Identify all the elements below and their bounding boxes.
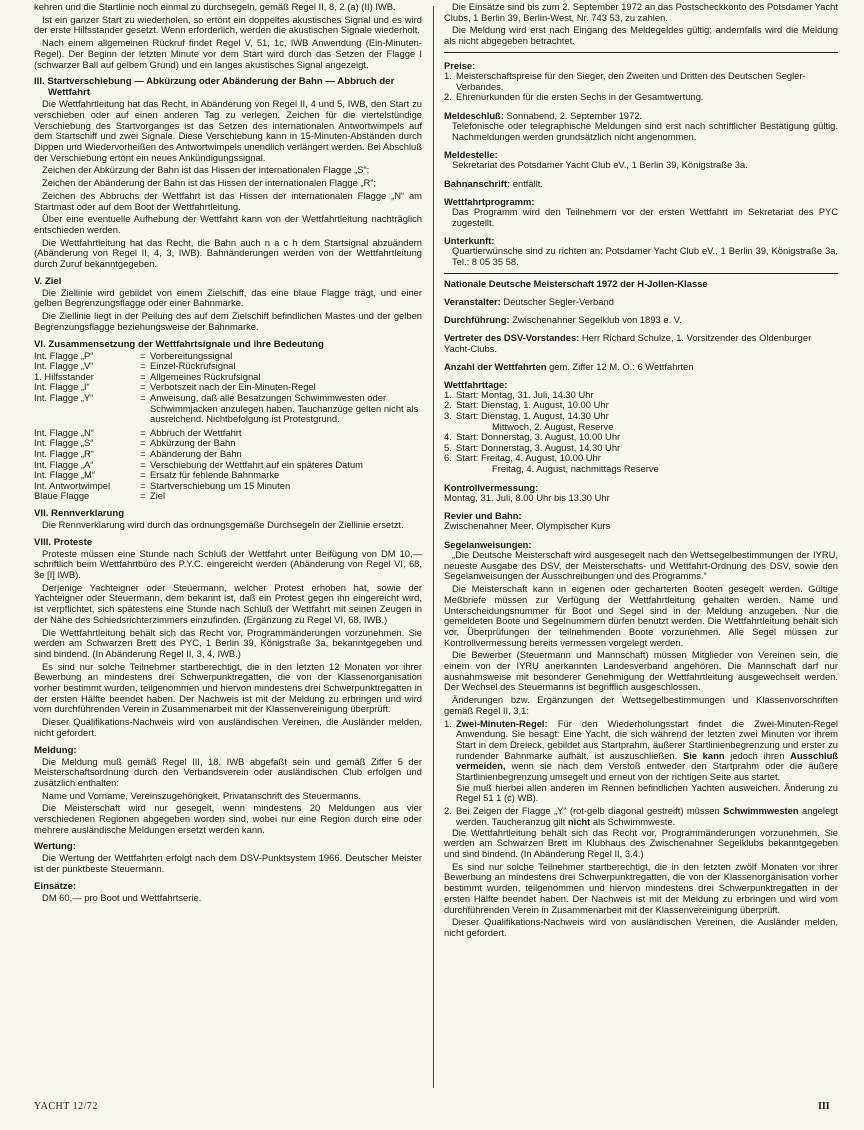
meldeschluss-label: Meldeschluß: (444, 109, 504, 121)
list-item: Start: Montag, 31. Juli, 14.30 Uhr (456, 388, 594, 400)
paragraph: Über eine eventuelle Aufhebung der Wettfahrt kann von der Wettfahrtleitung nachträglich entschieden werden. (34, 213, 422, 235)
list-number: 6. (444, 452, 452, 464)
list-number: 1. (444, 69, 452, 81)
list-number: 4. (444, 431, 452, 443)
column-divider (433, 6, 434, 1088)
paragraph: Die Wettfahrtleitung hat das Recht, in Abänderung von Regel II, 4 und 5, IWB, den Start zu verschieben oder auf einen anderen Tag zu verlegen. Zeichen für die viertelstündige Verschiebung des Startvorganges ist das Setzen des internationalen Antwortwimpels auf dem Startschiff und zwei Signale. Diese Verschiebung kann in 15-Minuten-Abständen durch Dippen und Wiedervorheißen des Antwortwimpels unendlich verlängert werden. Bei Abschluß der Verschiebung ertönt ein neues Ankündigungssignal. (34, 98, 422, 163)
list-number: 2. (444, 91, 452, 103)
heading-meldestelle: Meldestelle: (444, 149, 498, 161)
paragraph: Zeichen des Abbruchs der Wettfahrt ist das Hissen der internationalen Flagge „N“ am Startmast oder auf dem Boot der Wettfahrtleitung. (34, 189, 422, 212)
signal-meaning: Vorbereitungssignal (150, 349, 233, 361)
rule-text: wenn sie nach dem Verstoß entweder den Startprahm oder die äußere Startlinienbegrenzung umsegelt und erneut von der richtigen Seite aus startet. (456, 760, 838, 783)
signal-meaning: Ziel (150, 490, 166, 502)
anzahl-value: gem. Ziffer 12 M. O.: 6 Wettfahrten (549, 360, 694, 372)
rule-text: Für den Wiederholungsstart findet die Zwei-Minuten-Regel Anwendung. Sie besagt: Eine Yacht, die sich während der letzten zwei Minuten vor ihrem Start in dem Dreieck, gebildet aus Startprahm, äußerer Startlinienbegrenzung und erster zu rundender Bahnmarke aufhält, ist auszuschließen. (456, 717, 838, 761)
meldeschluss-value: Sonnabend, 2. September 1972. (506, 109, 643, 121)
section-heading-v: V. Ziel (34, 275, 62, 287)
paragraph: Die Meisterschaft kann in eigenen oder gecharterten Booten gesegelt werden. Gültige Meßbriefe müssen zur Verfügung der Wettfahrtleitung gehalten werden. Name und Unterscheidungsnummer für Boot und Segel sind in der Meldung anzugeben. Nur die gemeldeten Boote und Segelnummern dürfen benutzt werden. Die Wettfahrtleitung behält sich vor, Überprüfungen der teilnehmenden Boote vorzunehmen. Alle Segel müssen zur Kontrollvermessung bereits vermessen vorgelegt werden. (444, 583, 838, 648)
list-item: Freitag, 4. August, nachmittags Reserve (492, 463, 659, 474)
signal-equals: = (140, 360, 146, 372)
section-heading-viii: VIII. Proteste (34, 536, 93, 548)
rule-label: Zwei-Minuten-Regel: (456, 717, 548, 729)
signal-name: Int. Antwortwimpel (34, 479, 111, 491)
paragraph: Die Meldung wird erst nach Eingang des Meldegeldes gültig; andernfalls wird die Meldung als nicht abgegeben betrachtet. (444, 24, 838, 47)
section-heading-vi: VI. Zusammensetzung der Wettfahrtsignale und ihre Bedeutung (34, 338, 324, 350)
list-item: Start: Dienstag, 1. August, 10.00 Uhr (456, 399, 609, 411)
paragraph: Es sind nur solche Teilnehmer startberechtigt, die in den letzten zwölf Monaten vor ihrer Bewerbung an mindestens drei Schwerpunktregatten, die von der Klassenorganisation vorher bestimmt wurden, teilgenommen und hiervon mindestens drei Schwerpunktregatten in der ersten Hälfte beendet haben. Der Nachweis ist mit der Meldung zu erbringen und wird vom durchführenden Verein in Zusammenarbeit mit der Klassenvereinigung überprüft. (444, 860, 838, 915)
rule-change-2 (444, 806, 838, 827)
paragraph: Die Bewerber (Steuermann und Mannschaft) müssen Mitglieder von Vereinen sein, die einem von der IYRU anerkannten Landesverband angehören. Die Mannschaft darf nur ausnahmsweise mit besonderer Genehmigung der Wettfahrtleitung ausgewechselt werden. Der Wechsel des Steuermanns ist begrifflich ausgeschlossen. (444, 649, 838, 693)
signal-equals: = (140, 458, 146, 470)
paragraph: Zeichen der Abkürzung der Bahn ist das Hissen der internationalen Flagge „S“; (42, 164, 370, 176)
heading-meldung: Meldung: (34, 744, 77, 756)
signal-name: 1. Hilfsstander (34, 370, 94, 382)
list-number: 1. (444, 388, 452, 400)
signal-name: Int. Flagge „R“ (34, 447, 94, 459)
heading-preise: Preise: (444, 59, 476, 71)
right-column (444, 2, 838, 941)
signal-equals: = (140, 437, 146, 449)
signal-meaning: Einzel-Rückrufsignal (150, 360, 236, 372)
veranstalter-line (444, 296, 838, 307)
heading-wertung: Wertung: (34, 841, 76, 853)
heading-segelanweisungen: Segelanweisungen: (444, 539, 532, 550)
horizontal-rule (444, 52, 838, 53)
rule-text: jedoch ihren (730, 749, 785, 761)
heading-revier: Revier und Bahn: (444, 510, 522, 522)
paragraph: Name und Vorname, Vereinszugehörigkeit, Privatanschrift des Steuermanns. (42, 789, 361, 801)
paragraph: Quartierwünsche sind zu richten an: Potsdamer Yacht Club eV., 1 Berlin 39, Königstraße 3a, Tel.: 8 05 35 58. (452, 245, 838, 268)
list-number: 1. (444, 717, 452, 729)
paragraph: Derjenige Yachteigner oder Steuermann, welcher Protest erhoben hat, sowie der Yachteigner oder Steuermann, dem bekannt ist, daß ein Protest gegen ihn eingereicht wird, ist verpflichtet, sich spätestens eine Stunde nach Schluß der Wettfahrt mit seinen Zeugen in der Nähe des Schiedsrichterzimmers einzufinden. (Ergänzung zu Regel VI, 68, IWB.) (34, 581, 422, 625)
signal-meaning: Anweisung, daß alle Besatzungen Schwimmwesten oder Schwimmjacken anzulegen haben. Tauchanzüge gelten nicht als ausreichend. Nichtbefolgung ist Protestgrund. (150, 391, 419, 425)
signal-meaning: Abkürzung der Bahn (150, 437, 236, 449)
bahnanschrift-value: entfällt. (512, 178, 543, 190)
list-number: 2. (444, 805, 452, 817)
paragraph: Die Ziellinie liegt in der Peilung des auf dem Zielschiff befindlichen Mastes und der gelben Begrenzungsflagge beziehungsweise der Bahnmarke. (34, 310, 422, 332)
prize-list (444, 71, 838, 103)
paragraph: Zwischenahner Meer, Olympischer Kurs (444, 520, 611, 532)
signal-meaning: Ersatz für fehlende Bahnmarke (150, 469, 280, 481)
durchfuehrung-label: Durchführung: (444, 313, 510, 325)
paragraph: Das Programm wird den Teilnehmern vor der ersten Wettfahrt im Sekretariat des PYC zugestellt. (452, 206, 838, 228)
paragraph: Die Wettfahrtleitung behält sich das Recht vor, Programmänderungen vorzunehmen. Sie werden am Schwarzen Brett im Klubhaus des Zwischenahner Segelklubs bekanntgegeben und sind bindend. (In Abänderung Regel II, 3.4.) (444, 826, 838, 859)
list-number (444, 464, 456, 475)
signal-name: Int. Flagge „I“ (34, 381, 90, 393)
paragraph: Die Rennverklarung wird durch das ordnungsgemäße Durchsegeln der Ziellinie ersetzt. (42, 518, 404, 530)
signal-meaning: Startverschiebung um 15 Minuten (150, 479, 291, 491)
heading-nationale-meisterschaft: Nationale Deutsche Meisterschaft 1972 der H-Jollen-Klasse (444, 277, 708, 289)
vertreter-label: Vertreter des DSV-Vorstandes: (444, 331, 580, 343)
list-item: Start: Donnerstag, 3. August, 14.30 Uhr (456, 441, 621, 453)
paragraph: Die Meldung muß gemäß Regel III, 18, IWB abgefaßt sein und gemäß Ziffer 5 der Meisterschaftsordnung durch den Verbandsverein oder ausländischen Club erfolgen und zusätzlich enthalten: (34, 755, 422, 788)
signal-equals: = (140, 479, 146, 491)
paragraph: Dieser Qualifikations-Nachweis wird von ausländischen Vereinen, die Ausländer melden, nicht gefordert. (444, 916, 838, 938)
paragraph: Montag, 31. Juli, 8.00 Uhr bis 13.30 Uhr (444, 491, 610, 503)
signal-name: Int. Flagge „Y“ (34, 391, 94, 403)
signal-equals: = (140, 349, 146, 361)
signal-equals: = (140, 381, 146, 393)
paragraph: Proteste müssen eine Stunde nach Schluß der Wettfahrt unter Beifügung von DM 10,— schriftlich beim Wettfahrtbüro des P.Y.C. eingereicht werden (Abänderung von Regel VI, 68, 3e [I] IWB). (34, 547, 422, 580)
signal-equals: = (140, 490, 146, 502)
list-item: Meisterschaftspreise für den Sieger, den Zweiten und Dritten des Deutschen Segler-Verbandes. (456, 69, 806, 92)
signal-meaning: Abbruch der Wettfahrt (150, 426, 242, 438)
heading-wettfahrtprogramm: Wettfahrtprogramm: (444, 196, 535, 208)
paragraph: Die Ziellinie wird gebildet von einem Zielschiff, das eine blaue Flagge trägt, und einer gelben Begrenzungsflagge oder einer Bahnmarke. (34, 286, 422, 309)
paragraph: Es sind nur solche Teilnehmer startberechtigt, die in den letzten 12 Monaten vor ihrer Bewerbung an mindestens drei Schwerpunktregatten, die von der Klassenorganisation vorher bestimmt wurden, teilgenommen und hiervon mindestens drei Schwerpunktregatten in der ersten Hälfte beendet haben. Der Nachweis ist mit der Meldung zu erbringen und wird vom durchführenden Verein in Zusammenarbeit mit der Klassenvereinigung überprüft. (34, 660, 422, 715)
signal-equals: = (140, 426, 146, 438)
paragraph: Telefonische oder telegraphische Meldungen sind erst nach schriftlicher Bestätigung gültig. Nachmeldungen werden grundsätzlich nicht angenommen. (452, 119, 838, 142)
rule-text: Sie muß hierbei allen anderen im Rennen befindlichen Yachten ausweichen. Änderung zu Regel 51 1 (c) WB). (456, 781, 838, 804)
signal-meaning: Verbotszeit nach der Ein-Minuten-Regel (150, 381, 316, 393)
signal-equals: = (140, 447, 146, 459)
paragraph: Die Einsätze sind bis zum 2. September 1972 an das Postscheckkonto des Potsdamer Yacht Clubs, 1 Berlin 39, Berlin-West, Nr. 743 53, zu zahlen. (444, 1, 838, 23)
heading-einsaetze: Einsätze: (34, 880, 77, 892)
rule-emphasis: Sie kann (682, 749, 725, 761)
rule-emphasis: nicht (567, 815, 591, 827)
list-number: 2. (444, 399, 452, 411)
paragraph: kehren und die Startlinie noch einmal zu durchsegeln, gemäß Regel II, 8, 2 (a) (II) IWB. (34, 1, 396, 12)
signal-name: Int. Flagge „P“ (34, 349, 94, 361)
paragraph: DM 60,— pro Boot und Wettfahrtserie. (42, 891, 202, 903)
heading-unterkunft: Unterkunft: (444, 235, 495, 247)
veranstalter-value: Deutscher Segler-Verband (503, 295, 614, 307)
list-number: 5. (444, 441, 452, 453)
signal-table (34, 351, 422, 502)
list-number: 3. (444, 410, 452, 422)
race-days-list (444, 390, 838, 475)
paragraph: Die Wettfahrtleitung hat das Recht, die Bahn auch n a c h dem Startsignal abzuändern (Abänderung von Regel II, 4, 3, IWB). Bahnänderungen werden von der Wettfahrtleitung durch Zuruf bekanntgegeben. (34, 236, 422, 270)
durchfuehrung-value: Zwischenahner Segelklub von 1893 e. V. (512, 313, 682, 325)
vertreter-line (444, 332, 838, 354)
paragraph: „Die Deutsche Meisterschaft wird ausgesegelt nach den Wettsegelbestimmungen der IYRU, neueste Ausgabe des DSV, der Meisterschafts- und Wettfahrt-Ordnung des DSV, sowie den Segelanweisungen der Ausschreibungen und des Programms.“ (444, 549, 838, 582)
anzahl-line (444, 361, 838, 372)
heading-wettfahrttage: Wettfahrttage: (444, 378, 508, 390)
paragraph: Änderungen bzw. Ergänzungen der Wettsegelbestimmungen und Klassenvorschriften gemäß Regel II, 3,1: (444, 694, 838, 716)
paragraph: Die Wettfahrtleitung behält sich das Recht vor, Programmänderungen vorzunehmen. Sie werden am Schwarzen Brett des PYC, 1 Berlin 39, Königstraße 3a, bekanntgegeben und sind bindend. (In Abänderung Regel II, 3, 4, IWB.) (34, 626, 422, 659)
rule-text: als Schwimmweste. (592, 815, 676, 827)
signal-equals: = (140, 469, 146, 481)
list-item: Start: Donnerstag, 3. August, 10.00 Uhr (456, 431, 621, 443)
rule-change-1 (444, 719, 838, 805)
signal-name: Int. Flagge „M“ (34, 469, 95, 481)
rule-text: Bei Zeigen der Flagge „Y“ (rot-gelb diagonal gestreift) müssen (456, 805, 720, 817)
bahnanschrift-label: Bahnanschrift: (444, 178, 511, 190)
footer-page-number: III (818, 1101, 830, 1112)
signal-meaning: Abänderung der Bahn (150, 447, 242, 459)
heading-kontrollvermessung: Kontrollvermessung: (444, 481, 539, 493)
durchfuehrung-line (444, 314, 838, 325)
list-item: Start: Dienstag, 1. August, 14.30 Uhr (456, 410, 609, 422)
signal-name: Blaue Flagge (34, 490, 90, 502)
vertreter-value: Herr Richard Schulze, 1. Vorsitzender des Oldenburger Yacht-Clubs. (444, 331, 812, 354)
signal-equals: = (140, 391, 146, 403)
veranstalter-label: Veranstalter: (444, 295, 501, 307)
list-item: Mittwoch, 2. August, Reserve (492, 420, 614, 432)
signal-name: Int. Flagge „S“ (34, 437, 94, 449)
signal-meaning: Allgemeines Rückrufsignal (150, 370, 261, 382)
paragraph: Zeichen der Abänderung der Bahn ist das Hissen der internationalen Flagge „R“; (42, 177, 377, 189)
paragraph: Nach einem allgemeinen Rückruf findet Regel V, 51, 1c, IWB Anwendung (Ein-Minuten-Regel). Der Beginn der letzten Minute vor dem Start wird durch das Setzen der Flagge I (schwarzer Ball auf gelbem Grund) und ein langes akustisches Signal angezeigt. (34, 37, 422, 70)
list-item: Start: Freitag, 4. August, 10.00 Uhr (456, 452, 601, 464)
signal-equals: = (140, 370, 146, 382)
horizontal-rule (444, 273, 838, 274)
paragraph: Sekretariat des Potsdamer Yacht Club eV., 1 Berlin 39, Königstraße 3a. (452, 159, 748, 171)
section-heading-vii: VII. Rennverklarung (34, 507, 125, 519)
left-column (34, 2, 422, 906)
signal-name: Int. Flagge „V“ (34, 360, 94, 372)
signal-meaning: Verschiebung der Wettfahrt auf ein späteres Datum (150, 458, 363, 470)
paragraph: Ist ein ganzer Start zu wiederholen, so ertönt ein doppeltes akustisches Signal und es wird der erste Hilfsstander gesetzt. Wenn erforderlich, werden die akustischen Signale wiederholt. (34, 13, 422, 36)
signal-name: Int. Flagge „N“ (34, 426, 94, 438)
paragraph: Dieser Qualifikations-Nachweis wird von ausländischen Vereinen, die Ausländer melden, nicht gefordert. (34, 716, 422, 738)
paragraph: Die Wertung der Wettfahrten erfolgt nach dem DSV-Punktsystem 1966. Deutscher Meister ist der punktbeste Steuermann. (34, 852, 422, 875)
footer-issue: YACHT 12/72 (34, 1101, 98, 1112)
section-heading-iii: III. Startverschiebung — Abkürzung oder Abänderung der Bahn — Abbruch der Wettfahrt (34, 76, 395, 99)
rule-text: angelegt werden. Taucheranzug gilt (456, 805, 838, 827)
list-item: Ehrenurkunden für die ersten Sechs in der Gesamtwertung. (456, 91, 704, 103)
signal-name: Int. Flagge „A“ (34, 458, 94, 470)
rule-emphasis: Schwimmwesten (723, 805, 799, 817)
rule-emphasis: Ausschluß vermeiden, (456, 749, 839, 772)
anzahl-label: Anzahl der Wettfahrten (444, 360, 547, 372)
bahnanschrift-line (444, 178, 838, 189)
paragraph: Die Meisterschaft wird nur gesegelt, wenn mindestens 20 Meldungen aus vier verschiedenen Regionen abgegeben worden sind, wobei nur eine Region durch eine oder mehrere ausländische Meldungen ersetzt werden kann. (34, 802, 422, 835)
